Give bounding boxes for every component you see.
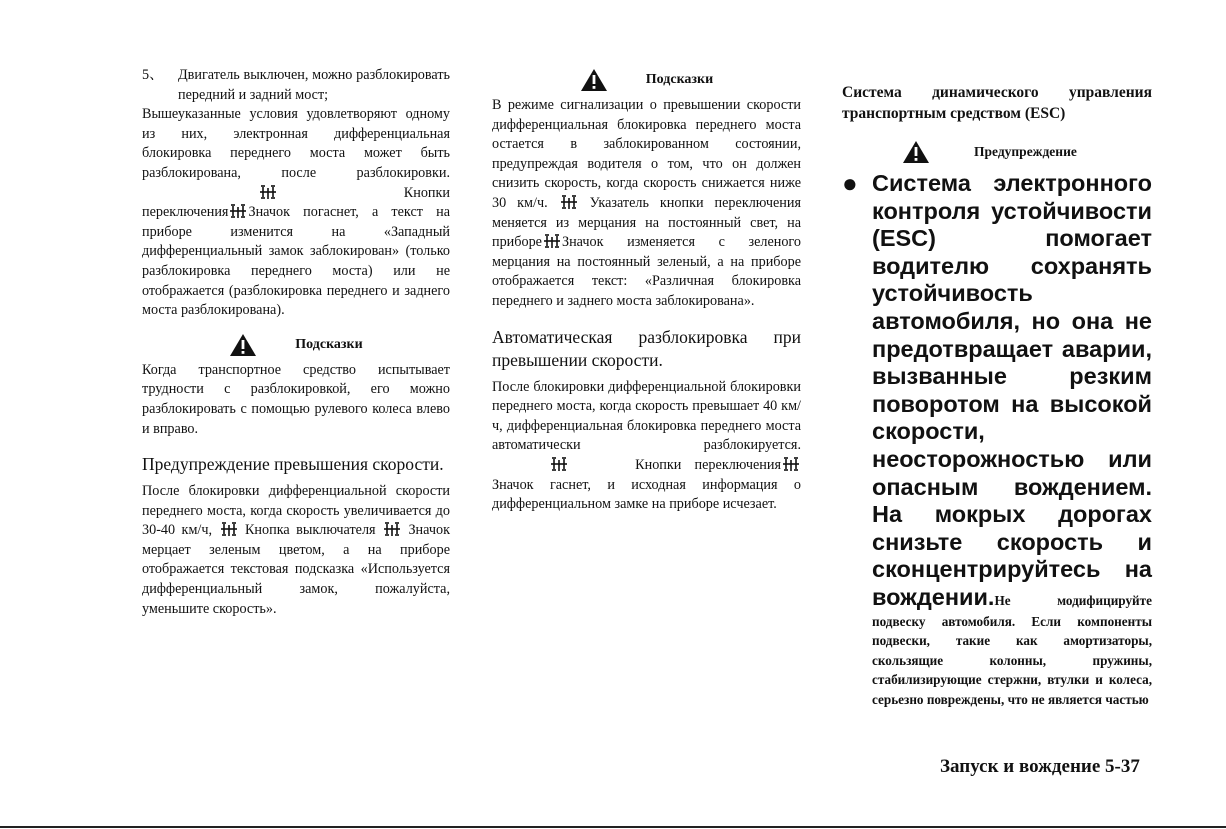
diff-lock-icon	[383, 522, 401, 537]
tip-text-part: В режиме сигнализации о превышении скорости дифференциальная блокировка переднего моста остается в заблокированном состоянии, предупреждая водителя о том, что он должен снизить скорость, когда скорость снижается ниже 30 км/ч.	[492, 97, 801, 211]
tip-header	[142, 333, 450, 357]
section-heading: Предупреждение превышения скорости.	[142, 454, 444, 475]
tip-text: Когда транспортное средство испытывает трудности с разблокировкой, его можно разблокировать с помощью рулевого колеса влево и вправо.	[142, 361, 450, 437]
auto-unlock-text: После блокировки дифференциальной блокировки переднего моста, когда скорость превышает 40 км/ч, дифференциальная блокировка переднего моста автоматически разблокируется.	[492, 378, 801, 454]
list-item-number: 5、	[142, 67, 164, 83]
esc-section-title: Система динамического управления транспортным средством (ESC)	[842, 84, 1152, 122]
right-column	[842, 66, 1152, 709]
left-column	[142, 66, 450, 619]
diff-lock-icon	[550, 457, 568, 472]
diff-lock-icon	[560, 195, 578, 210]
switch-button-text: Кнопки переключения	[635, 456, 781, 473]
list-item-5	[142, 66, 450, 105]
warning-triangle-icon	[229, 333, 257, 357]
auto-unlock-paragraph	[492, 378, 801, 515]
diff-lock-icon	[220, 522, 238, 537]
switch-button-text: Кнопка выключателя	[244, 522, 376, 539]
section-heading: Автоматическая разблокировка при превышении скорости.	[492, 326, 801, 370]
page-footer: Запуск и вождение 5-37	[940, 756, 1140, 777]
icon-off-text: Значок гаснет, и исходная информация о дифференциальном замке на приборе исчезает.	[492, 476, 801, 513]
esc-warning-text: Система электронного контроля устойчивости (ESC) помогает водителю сохранять устойчивость автомобиля, но она не предотвращает аварии, вызванные резким поворотом на высокой скорости, неосторожностью или опасным вождением. На мокрых дорогах снизьте скорость и сконцентрируйтесь на вождении.	[872, 170, 1152, 610]
bullet-icon: ●	[842, 168, 858, 198]
middle-column	[492, 66, 801, 515]
diff-lock-icon	[543, 234, 561, 249]
list-item-text: Двигатель выключен, можно разблокировать передний и задний мост;	[178, 67, 450, 103]
tip-label: Подсказки	[645, 72, 714, 87]
diff-lock-icon	[229, 204, 247, 219]
diff-lock-icon	[259, 185, 277, 200]
warning-triangle-icon	[902, 140, 930, 164]
overspeed-paragraph	[142, 482, 450, 619]
tip-header	[492, 68, 801, 92]
icon-off-text: Значок погаснет, а текст на приборе изменится на «Западный дифференциальный замок заблокирован» (только разблокировка переднего моста) или не отображается (разблокировка переднего и заднего моста разблокирована).	[142, 204, 450, 319]
unlock-conditions-paragraph	[142, 105, 450, 321]
switch-button-text: Кнопки переключения	[142, 184, 450, 221]
warning-text	[872, 170, 1152, 709]
unlock-conditions-text: Вышеуказанные условия удовлетворяют одному из них, электронная дифференциальная блокировка переднего моста может быть разблокирована, после разблокировки.	[142, 106, 450, 181]
tip-text	[492, 96, 801, 312]
warning-bullet	[842, 170, 1152, 709]
tip-text-part: Указатель кнопки переключения меняется из мерцания на постоянный свет, на приборе	[492, 194, 801, 251]
tip-label: Подсказки	[295, 336, 363, 352]
warning-header	[902, 140, 1152, 164]
warning-triangle-icon	[580, 68, 608, 92]
suspension-warning-text: Не модифицируйте подвеску автомобиля. Если компоненты подвески, такие как амортизаторы, скользящие колонны, пружины, стабилизирующие стержни, втулки и колеса, серьезно повреждены, что не является частью	[872, 592, 1152, 707]
tip-text-part: Значок изменяется с зеленого мерцания на постоянный зеленый, а на приборе отображается текст: «Различная блокировка переднего и заднего моста заблокирована».	[492, 234, 801, 309]
bottom-divider	[0, 826, 1226, 828]
icon-blink-text: Значок мерцает зеленым цветом, а на приборе отображается текстовая подсказка «Используется дифференциальный замок, пожалуйста, уменьшите скорость».	[142, 522, 451, 617]
warning-label: Предупреждение	[974, 144, 1077, 159]
overspeed-text: После блокировки дифференциальной скорости переднего моста, когда скорость увеличивается до 30-40 км/ч,	[142, 483, 450, 539]
diff-lock-icon	[782, 457, 800, 472]
